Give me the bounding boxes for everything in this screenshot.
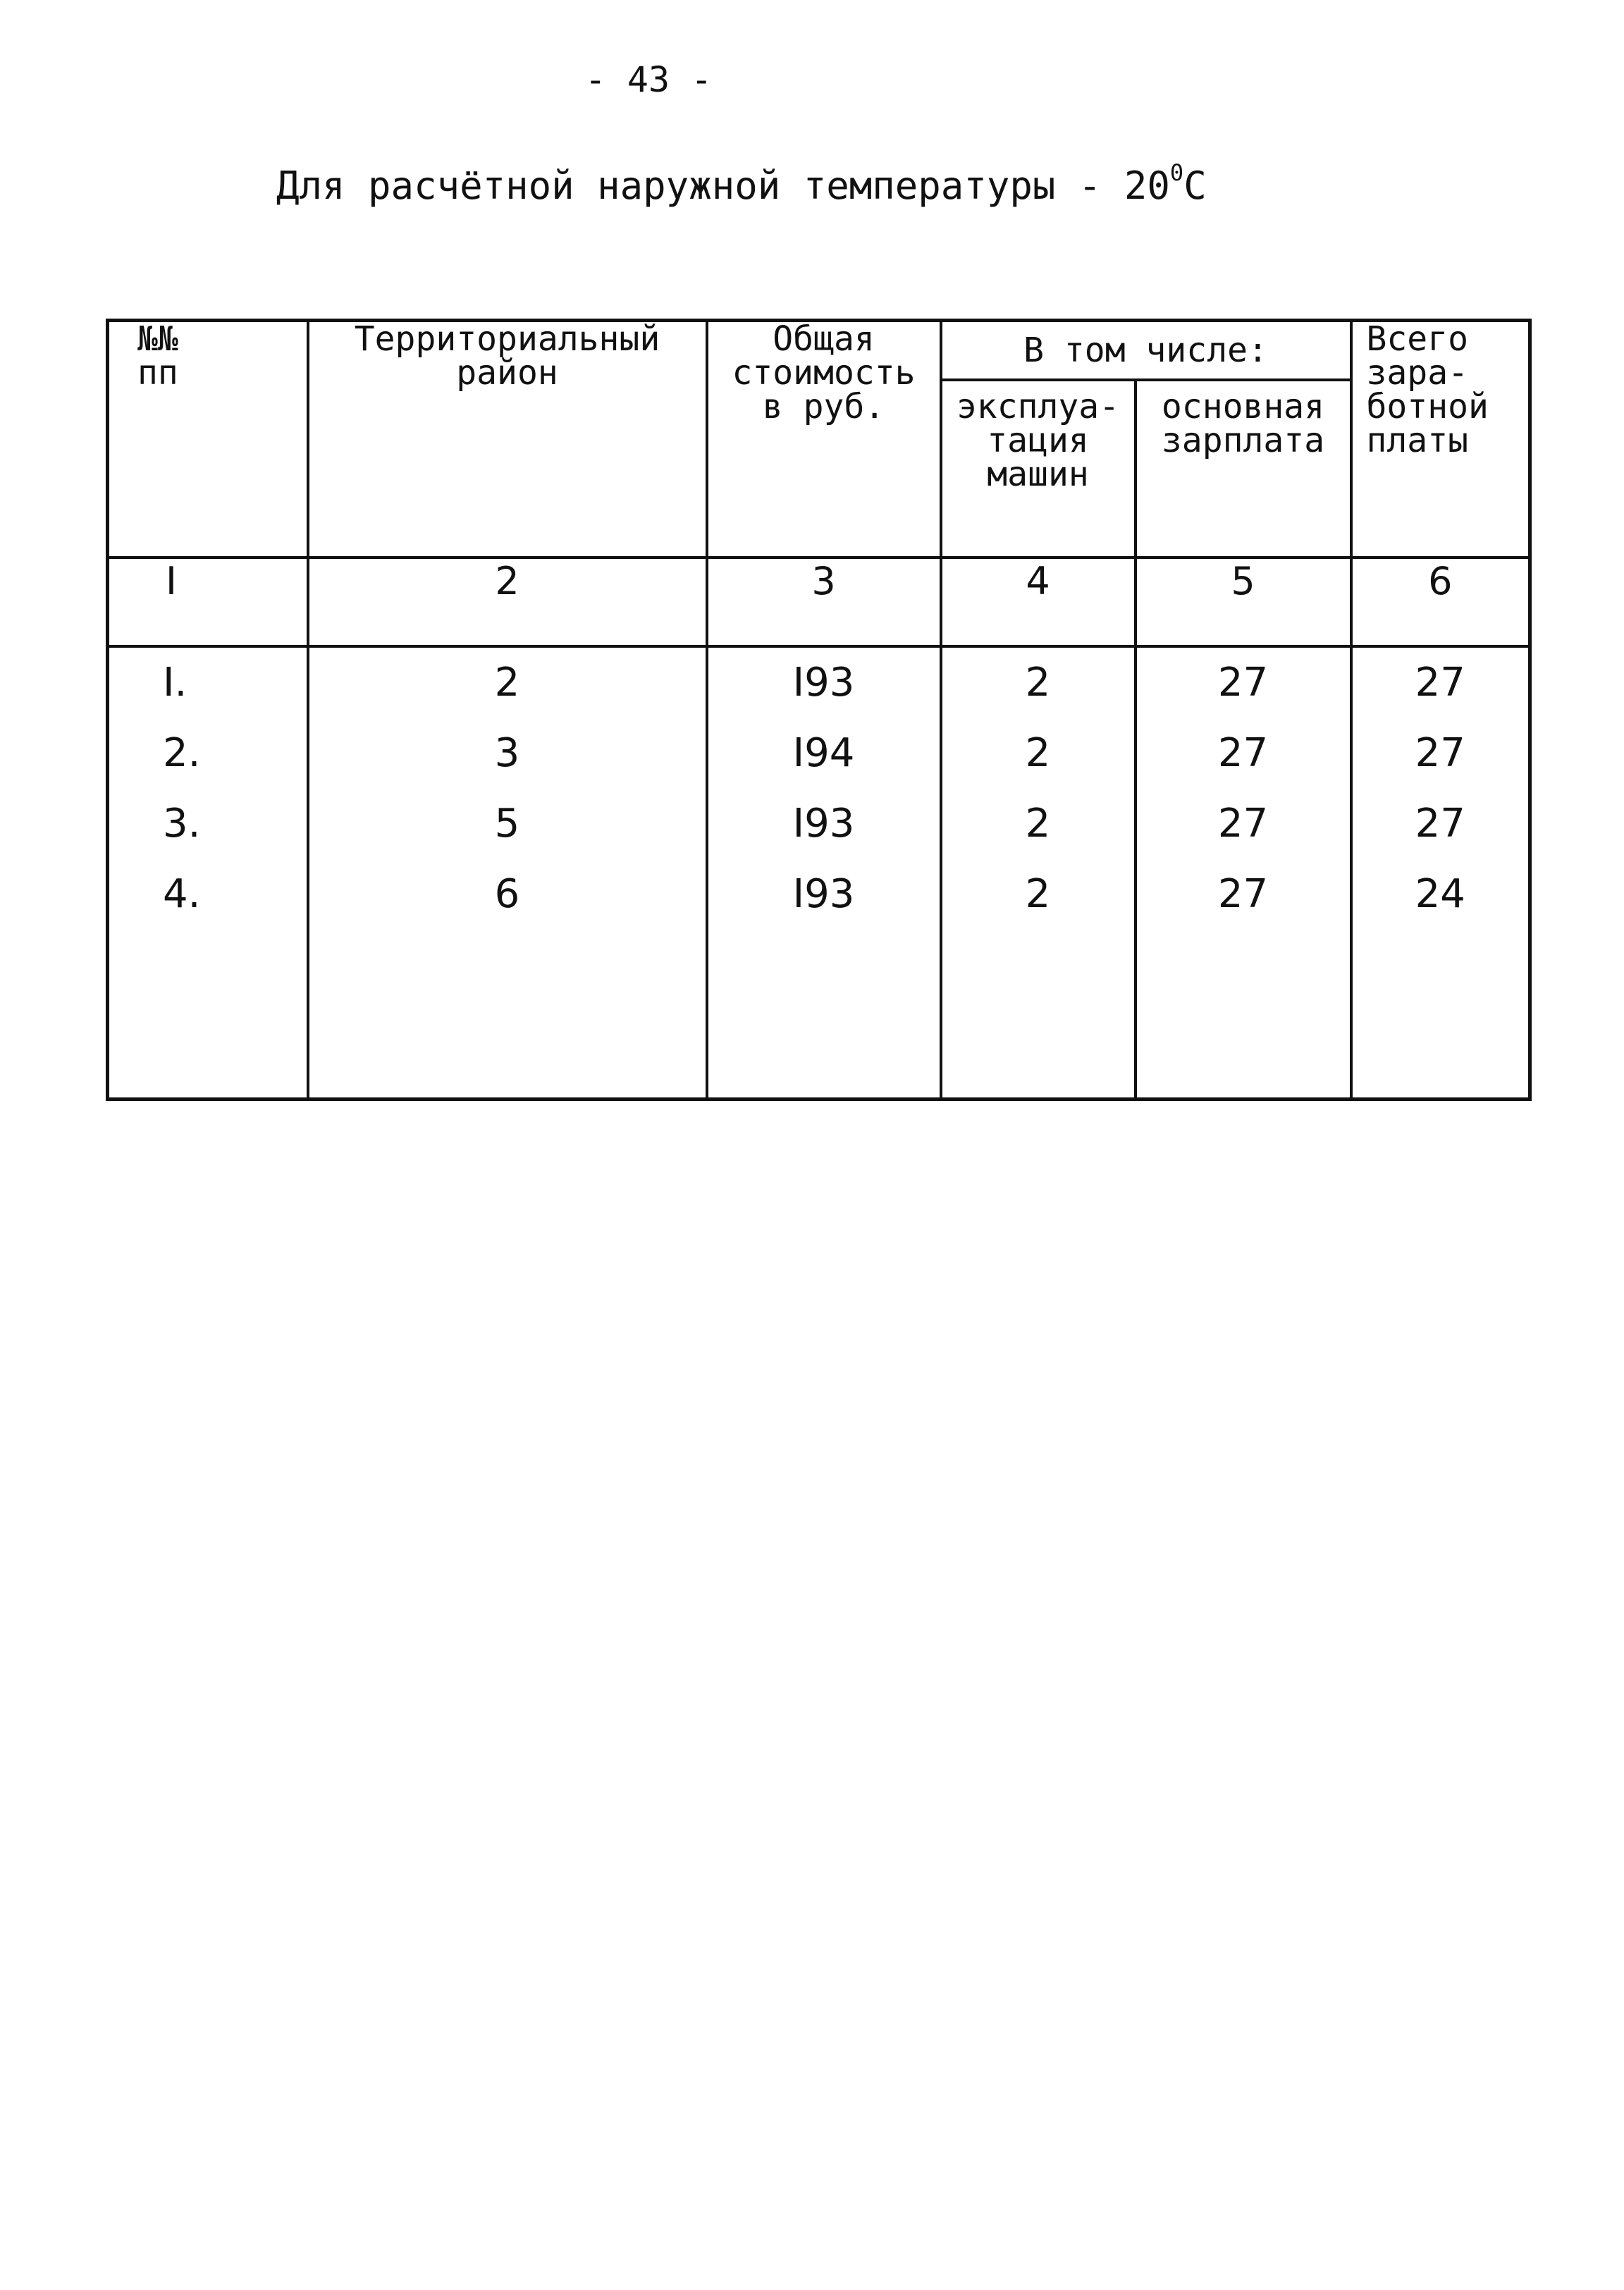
machines-value: 2 [1025, 660, 1051, 706]
all-wages-value: 27 [1415, 660, 1465, 706]
total-cost-value: I93 [792, 801, 855, 847]
all-wages-value: 27 [1415, 801, 1465, 847]
table-title [276, 159, 1207, 208]
column-number: 2 [308, 558, 707, 646]
page-number: - 43 - [584, 59, 713, 100]
machines-value: 2 [1025, 801, 1051, 847]
row-number: 2. [163, 730, 201, 776]
total-cost-value: I94 [792, 730, 855, 776]
wages-value: 27 [1217, 660, 1269, 706]
col-total-cells [707, 646, 941, 1100]
column-number: I [108, 558, 308, 646]
wages-value: 27 [1217, 730, 1269, 776]
col-all-wages-cells [1351, 646, 1530, 1100]
column-number: 3 [707, 558, 941, 646]
header-group: В том числе: [941, 321, 1351, 381]
wages-value: 27 [1217, 871, 1269, 917]
all-wages-value: 24 [1415, 871, 1465, 917]
all-wages-value: 27 [1415, 730, 1465, 776]
column-number-row [108, 558, 1530, 646]
region-value: 3 [494, 730, 520, 776]
machines-value: 2 [1025, 730, 1051, 776]
col-num-cells [108, 646, 308, 1100]
header-machines: эксплуа- тация машин [941, 380, 1136, 558]
machines-value: 2 [1025, 871, 1051, 917]
title-text: Для расчётной наружной температуры - 20 [276, 164, 1170, 208]
col-machines-cells [941, 646, 1136, 1100]
row-number: 4. [163, 871, 201, 917]
cost-table [106, 319, 1532, 1101]
column-number: 4 [941, 558, 1136, 646]
col-wages-cells [1136, 646, 1351, 1100]
wages-value: 27 [1217, 801, 1269, 847]
header-wages: основная зарплата [1136, 380, 1351, 558]
region-value: 2 [494, 660, 520, 706]
header-num: №№ пп [108, 321, 308, 558]
header-region: Территориальный район [308, 321, 707, 558]
data-body [108, 646, 1530, 1100]
row-number: I. [163, 660, 187, 706]
column-number: 5 [1136, 558, 1351, 646]
region-value: 5 [494, 801, 520, 847]
header-row [108, 321, 1530, 381]
total-cost-value: I93 [792, 871, 855, 917]
row-number: 3. [163, 801, 201, 847]
column-number: 6 [1351, 558, 1530, 646]
header-total-cost: Общая стоимость в руб. [707, 321, 941, 558]
degree-sign: 0 [1169, 159, 1184, 186]
total-cost-value: I93 [792, 660, 855, 706]
col-region-cells [308, 646, 707, 1100]
region-value: 6 [494, 871, 520, 917]
unit-label: C [1183, 164, 1207, 208]
header-all-wages: Всего зара- ботной платы [1351, 321, 1530, 558]
